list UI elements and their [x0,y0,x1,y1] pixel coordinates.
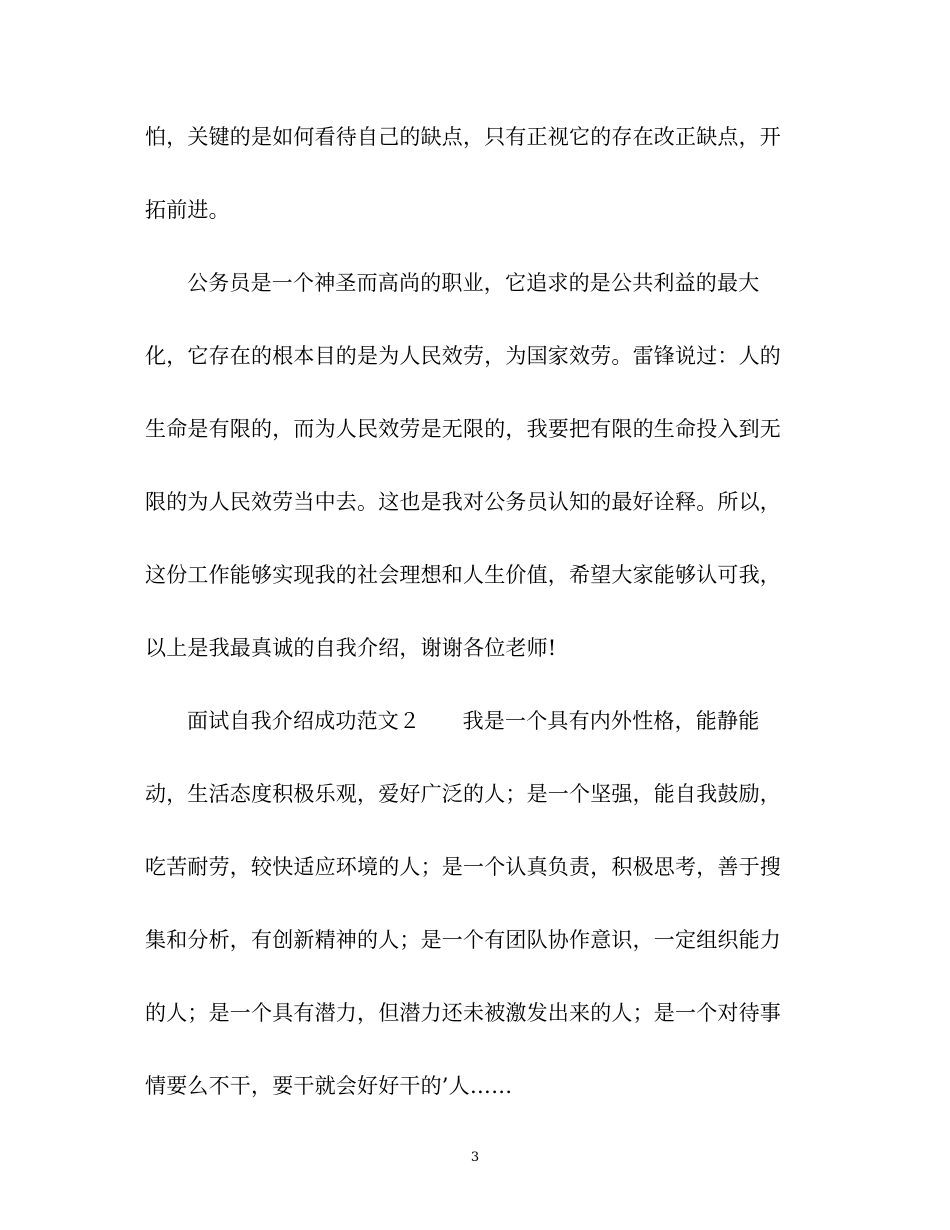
text-line: 动，生活态度积极乐观，爱好广泛的人；是一个坚强，能自我鼓励， [145,782,781,806]
text-line: 这份工作能够实现我的社会理想和人生价值，希望大家能够认可我， [145,563,781,587]
text-line: 限的为人民效劳当中去。这也是我对公务员认知的最好诠释。所以， [145,490,781,514]
text-line: 吃苦耐劳，较快适应环境的人；是一个认真负责，积极思考，善于搜 [145,855,781,879]
page-number: 3 [470,1150,480,1165]
paragraph-start-line: 公务员是一个神圣而高尚的职业，它追求的是公共利益的最大 [187,271,760,295]
text-line: 拓前进。 [145,198,230,222]
text-line: 的人；是一个具有潜力，但潜力还未被激发出来的人；是一个对待事 [145,1001,781,1025]
text-line: 以上是我最真诚的自我介绍，谢谢各位老师! [145,636,557,660]
text-line: 集和分析，有创新精神的人；是一个有团队协作意识，一定组织能力 [145,928,781,952]
text-line: 怕，关键的是如何看待自己的缺点，只有正视它的存在改正缺点，开 [145,125,781,149]
paragraph-start-line: 面试自我介绍成功范文２ 我是一个具有内外性格，能静能 [187,709,760,733]
text-line: 情要么不干，要干就会好好干的’人…… [145,1074,513,1098]
text-line: 生命是有限的，而为人民效劳是无限的，我要把有限的生命投入到无 [145,417,781,441]
text-line: 化，它存在的根本目的是为人民效劳，为国家效劳。雷锋说过：人的 [145,344,781,368]
